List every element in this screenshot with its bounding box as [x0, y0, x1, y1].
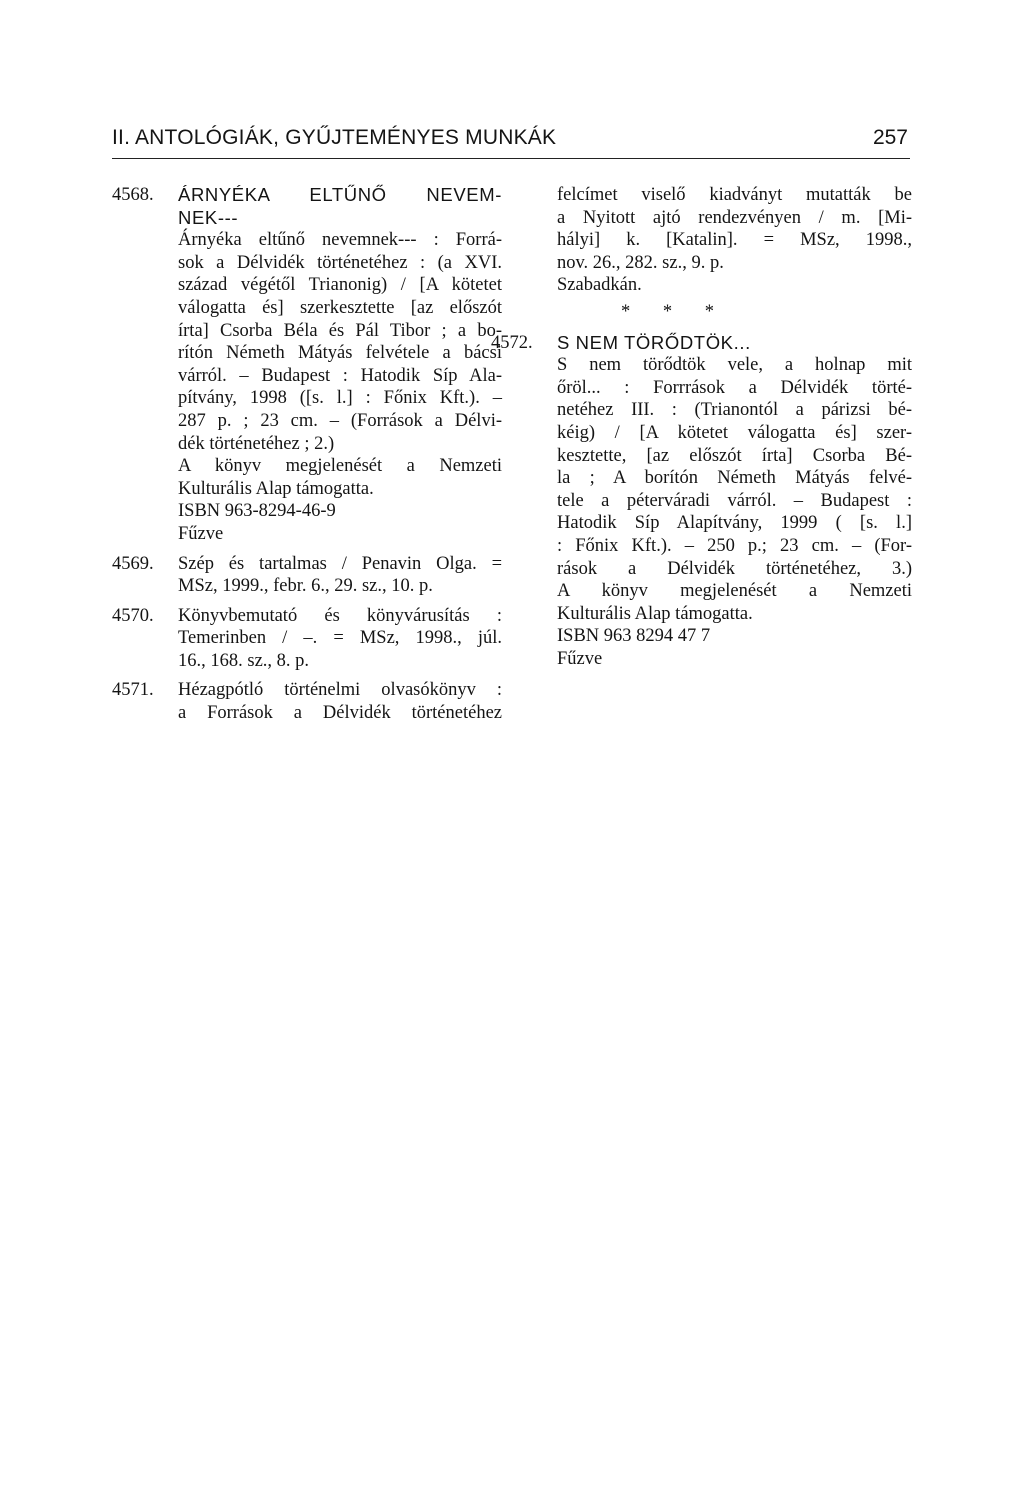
entry-line: Szép és tartalmas / Penavin Olga. =	[178, 553, 502, 574]
entry-line: a Források a Délvidék történetéhez	[178, 703, 502, 724]
entry-line: Szabadkán.	[557, 275, 642, 296]
isbn: ISBN 963-8294-46-9	[178, 501, 336, 522]
entry-line: várról. – Budapest : Hatodik Síp Ala-	[178, 365, 502, 386]
entry-line: pítvány, 1998 ([s. l.] : Főnix Kft.). –	[178, 388, 502, 409]
running-head	[112, 122, 910, 159]
entry-line: A könyv megjelenését a Nemzeti	[178, 456, 502, 477]
entry-4571-continuation	[557, 184, 912, 297]
entry-line: A könyv megjelenését a Nemzeti	[557, 581, 912, 602]
entry-heading: ÁRNYÉKA ELTŰNŐ NEVEM-	[178, 184, 502, 205]
entry-4570	[112, 605, 502, 673]
entry-number: 4568.	[112, 185, 154, 205]
entry-4571	[112, 679, 502, 724]
entry-line: a Nyitott ajtó rendezvényen / m. [Mi-	[557, 207, 912, 228]
entry-line: Temerinben / –. = MSz, 1998., júl.	[178, 628, 502, 649]
binding: Fűzve	[557, 648, 603, 669]
entry-line: írta] Csorba Béla és Pál Tibor ; a bo-	[178, 320, 502, 341]
page-number: 257	[872, 126, 908, 149]
entry-line: rítón Németh Mátyás felvétele a bácsi	[178, 343, 502, 364]
entry-line: sok a Délvidék történetéhez : (a XVI.	[178, 252, 502, 273]
entry-number: 4569.	[112, 553, 154, 574]
entry-line: felcímet viselő kiadványt mutatták be	[557, 185, 912, 205]
entry-line: dék történetéhez ; 2.)	[178, 433, 335, 454]
entry-heading: S NEM TÖRŐDTÖK...	[557, 331, 751, 353]
entry-number: 4572.	[491, 332, 533, 353]
binding: Fűzve	[178, 523, 224, 544]
entry-line: kéig) / [A kötetet válogatta és] szer-	[557, 422, 912, 443]
entry-line: Hatodik Síp Alapítvány, 1999 ( [s. l.]	[557, 513, 912, 534]
entry-heading: NEK---	[178, 206, 239, 228]
right-column	[491, 184, 912, 670]
entry-4572	[491, 331, 912, 671]
entry-line: őröl... : Forrrások a Délvidék törté-	[557, 377, 912, 398]
entry-line: Kulturális Alap támogatta.	[557, 603, 753, 624]
entry-line: tele a péterváradi várról. – Budapest :	[557, 490, 912, 511]
entry-line: netéhez III. : (Trianontól a párizsi bé-	[557, 400, 912, 421]
entry-number: 4570.	[112, 605, 154, 626]
entry-line: 287 p. ; 23 cm. – (Források a Délvi-	[178, 410, 502, 431]
entry-line: MSz, 1999., febr. 6., 29. sz., 10. p.	[178, 576, 433, 597]
running-head-title: II. ANTOLÓGIÁK, GYŰJTEMÉNYES MUNKÁK	[112, 126, 557, 149]
entry-line: Hézagpótló történelmi olvasókönyv :	[178, 680, 502, 701]
isbn: ISBN 963 8294 47 7	[557, 626, 711, 647]
entry-line: 16., 168. sz., 8. p.	[178, 650, 310, 671]
entry-line: kesztette, [az előszót írta] Csorba Bé-	[557, 445, 912, 466]
book-page	[112, 122, 912, 724]
entry-4568	[112, 184, 502, 546]
entry-line: Könyvbemutató és könyvárusítás :	[178, 605, 502, 626]
left-column	[112, 184, 502, 725]
entry-4569	[112, 553, 502, 598]
entry-line: la ; A borítón Németh Mátyás felvé-	[557, 468, 912, 489]
section-separator: * * *	[621, 301, 728, 322]
entry-line: század végétől Trianonig) / [A kötetet	[178, 275, 502, 296]
entry-line: Kulturális Alap támogatta.	[178, 478, 374, 499]
entry-number: 4571.	[112, 680, 154, 701]
entry-line: : Főnix Kft.). – 250 p.; 23 cm. – (For-	[557, 535, 912, 556]
entry-line: S nem törődtök vele, a holnap mit	[557, 355, 912, 376]
entry-line: Árnyéka eltűnő nevemnek--- : Forrá-	[178, 230, 502, 251]
entry-line: rások a Délvidék történetéhez, 3.)	[557, 558, 912, 579]
entry-line: válogatta és] szerkesztette [az előszót	[178, 297, 502, 318]
entry-line: hályi] k. [Katalin]. = MSz, 1998.,	[557, 230, 912, 251]
entry-line: nov. 26., 282. sz., 9. p.	[557, 252, 724, 273]
